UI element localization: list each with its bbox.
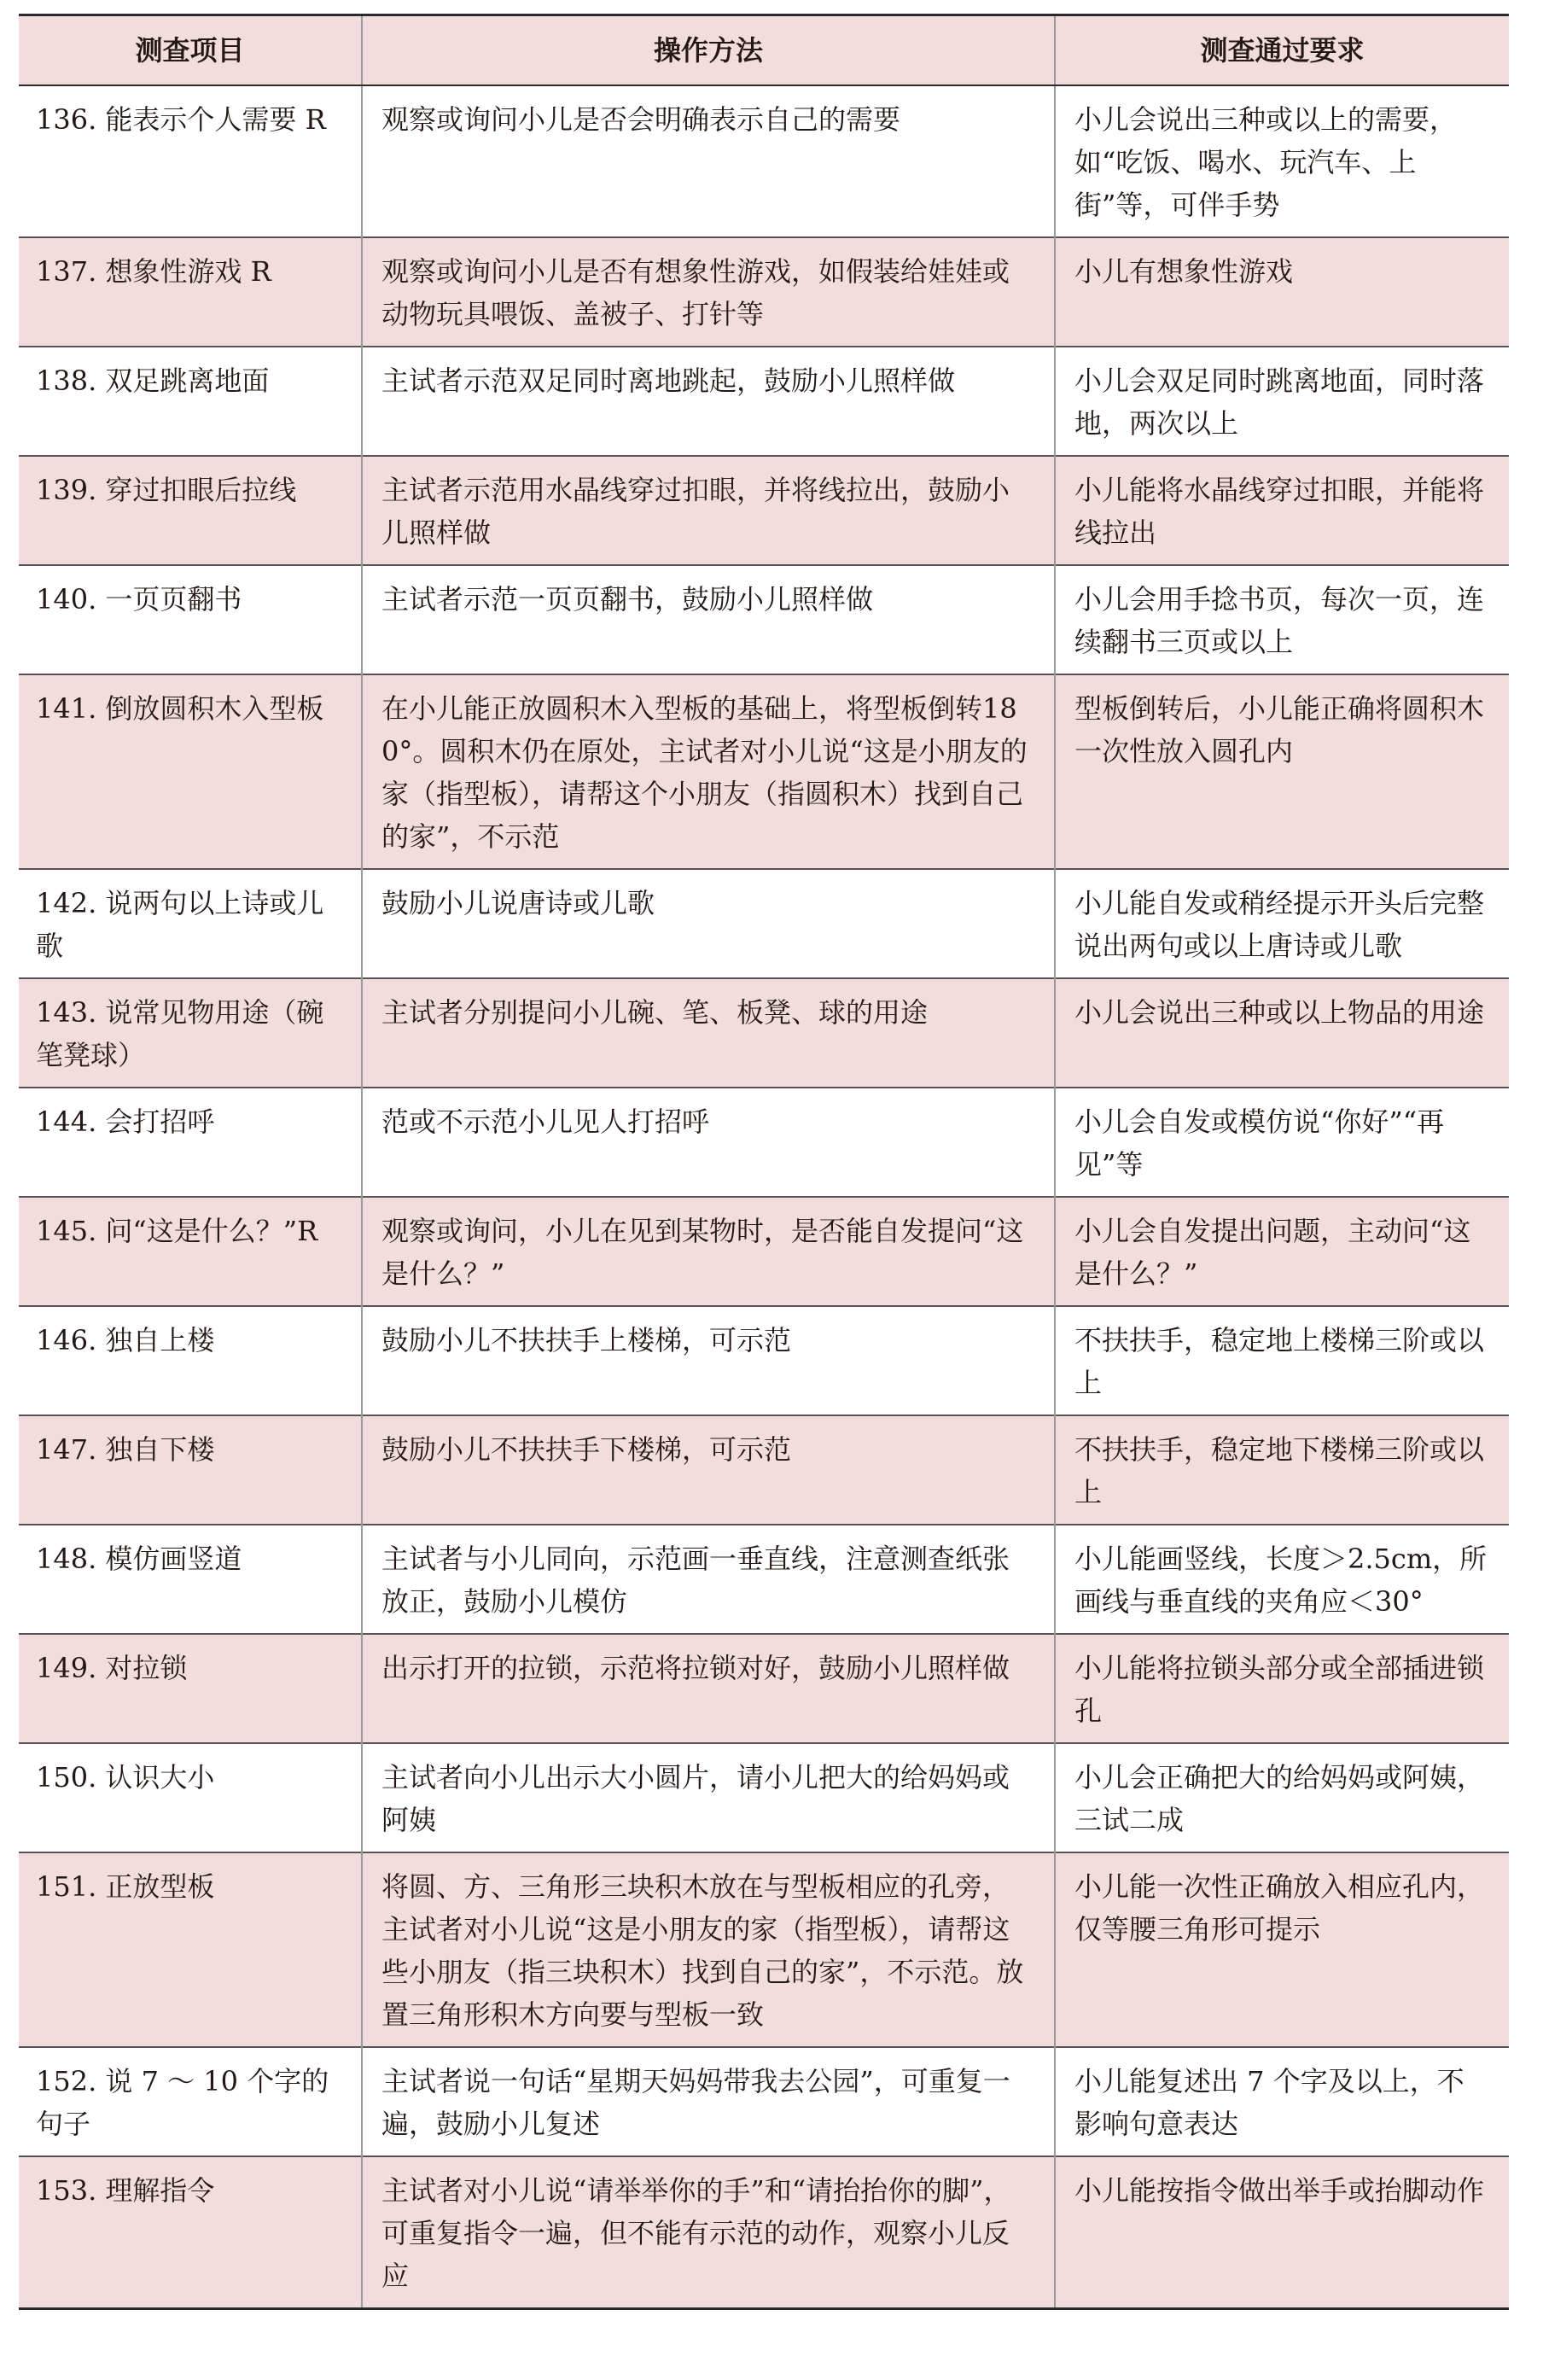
test-item-cell: 141. 倒放圆积木入型板 [19, 674, 362, 869]
assessment-table [19, 14, 1509, 2310]
method-cell: 鼓励小儿不扶扶手下楼梯，可示范 [362, 1415, 1055, 1525]
criteria-cell: 小儿能画竖线，长度＞2.5cm，所画线与垂直线的夹角应＜30° [1055, 1525, 1509, 1634]
header-row [19, 15, 1509, 85]
table-row [19, 1525, 1509, 1634]
table-row [19, 456, 1509, 565]
criteria-cell: 小儿会用手捻书页，每次一页，连续翻书三页或以上 [1055, 565, 1509, 674]
method-cell: 主试者向小儿出示大小圆片，请小儿把大的给妈妈或阿姨 [362, 1743, 1055, 1852]
criteria-cell: 小儿能复述出 7 个字及以上，不影响句意表达 [1055, 2047, 1509, 2156]
criteria-cell: 小儿会双足同时跳离地面，同时落地，两次以上 [1055, 347, 1509, 456]
test-item-cell: 151. 正放型板 [19, 1852, 362, 2047]
table-row [19, 1852, 1509, 2047]
method-cell: 主试者示范双足同时离地跳起，鼓励小儿照样做 [362, 347, 1055, 456]
criteria-cell: 小儿能按指令做出举手或抬脚动作 [1055, 2156, 1509, 2309]
method-cell: 主试者示范用水晶线穿过扣眼，并将线拉出，鼓励小儿照样做 [362, 456, 1055, 565]
table-header [19, 15, 1509, 85]
table-row [19, 85, 1509, 237]
method-cell: 观察或询问，小儿在见到某物时，是否能自发提问“这是什么？” [362, 1197, 1055, 1306]
table-row [19, 1197, 1509, 1306]
criteria-cell: 小儿会自发提出问题，主动问“这是什么？” [1055, 1197, 1509, 1306]
test-item-cell: 142. 说两句以上诗或儿歌 [19, 869, 362, 978]
header-item: 测查项目 [19, 15, 362, 85]
method-cell: 范或不示范小儿见人打招呼 [362, 1088, 1055, 1197]
table-row [19, 1088, 1509, 1197]
table-row [19, 2047, 1509, 2156]
table-row [19, 237, 1509, 347]
method-cell: 主试者分别提问小儿碗、笔、板凳、球的用途 [362, 978, 1055, 1088]
criteria-cell: 小儿会说出三种或以上物品的用途 [1055, 978, 1509, 1088]
method-cell: 主试者说一句话“星期天妈妈带我去公园”，可重复一遍，鼓励小儿复述 [362, 2047, 1055, 2156]
criteria-cell: 小儿会说出三种或以上的需要，如“吃饭、喝水、玩汽车、上街”等，可伴手势 [1055, 85, 1509, 237]
criteria-cell: 小儿会正确把大的给妈妈或阿姨，三试二成 [1055, 1743, 1509, 1852]
table-row [19, 1743, 1509, 1852]
test-item-cell: 149. 对拉锁 [19, 1634, 362, 1743]
method-cell: 将圆、方、三角形三块积木放在与型板相应的孔旁，主试者对小儿说“这是小朋友的家（指型板），请帮这些小朋友（指三块积木）找到自己的家”，不示范。放置三角形积木方向要与型板一致 [362, 1852, 1055, 2047]
table-row [19, 2156, 1509, 2309]
criteria-cell: 小儿能将拉锁头部分或全部插进锁孔 [1055, 1634, 1509, 1743]
method-cell: 主试者对小儿说“请举举你的手”和“请抬抬你的脚”，可重复指令一遍，但不能有示范的动作，观察小儿反应 [362, 2156, 1055, 2309]
test-item-cell: 138. 双足跳离地面 [19, 347, 362, 456]
table-row [19, 869, 1509, 978]
table-row [19, 1306, 1509, 1415]
test-item-cell: 146. 独自上楼 [19, 1306, 362, 1415]
method-cell: 鼓励小儿不扶扶手上楼梯，可示范 [362, 1306, 1055, 1415]
table-row [19, 347, 1509, 456]
table-row [19, 1634, 1509, 1743]
method-cell: 主试者与小儿同向，示范画一垂直线，注意测查纸张放正，鼓励小儿模仿 [362, 1525, 1055, 1634]
header-method: 操作方法 [362, 15, 1055, 85]
criteria-cell: 型板倒转后，小儿能正确将圆积木一次性放入圆孔内 [1055, 674, 1509, 869]
table-row [19, 565, 1509, 674]
test-item-cell: 148. 模仿画竖道 [19, 1525, 362, 1634]
test-item-cell: 145. 问“这是什么？”R [19, 1197, 362, 1306]
test-item-cell: 136. 能表示个人需要 R [19, 85, 362, 237]
method-cell: 在小儿能正放圆积木入型板的基础上，将型板倒转180°。圆积木仍在原处，主试者对小儿说“这是小朋友的家（指型板），请帮这个小朋友（指圆积木）找到自己的家”，不示范 [362, 674, 1055, 869]
table-body [19, 85, 1509, 2309]
header-criteria: 测查通过要求 [1055, 15, 1509, 85]
test-item-cell: 153. 理解指令 [19, 2156, 362, 2309]
criteria-cell: 小儿能自发或稍经提示开头后完整说出两句或以上唐诗或儿歌 [1055, 869, 1509, 978]
table-row [19, 1415, 1509, 1525]
criteria-cell: 不扶扶手，稳定地上楼梯三阶或以上 [1055, 1306, 1509, 1415]
test-item-cell: 150. 认识大小 [19, 1743, 362, 1852]
method-cell: 鼓励小儿说唐诗或儿歌 [362, 869, 1055, 978]
test-item-cell: 140. 一页页翻书 [19, 565, 362, 674]
method-cell: 观察或询问小儿是否有想象性游戏，如假装给娃娃或动物玩具喂饭、盖被子、打针等 [362, 237, 1055, 347]
table-row [19, 674, 1509, 869]
test-item-cell: 143. 说常见物用途（碗笔凳球） [19, 978, 362, 1088]
test-item-cell: 147. 独自下楼 [19, 1415, 362, 1525]
test-item-cell: 139. 穿过扣眼后拉线 [19, 456, 362, 565]
test-item-cell: 152. 说 7 ～ 10 个字的句子 [19, 2047, 362, 2156]
method-cell: 观察或询问小儿是否会明确表示自己的需要 [362, 85, 1055, 237]
criteria-cell: 小儿有想象性游戏 [1055, 237, 1509, 347]
criteria-cell: 小儿能将水晶线穿过扣眼，并能将线拉出 [1055, 456, 1509, 565]
table-row [19, 978, 1509, 1088]
assessment-table-page [19, 14, 1509, 2310]
test-item-cell: 144. 会打招呼 [19, 1088, 362, 1197]
test-item-cell: 137. 想象性游戏 R [19, 237, 362, 347]
criteria-cell: 小儿会自发或模仿说“你好”“再见”等 [1055, 1088, 1509, 1197]
method-cell: 出示打开的拉锁，示范将拉锁对好，鼓励小儿照样做 [362, 1634, 1055, 1743]
criteria-cell: 小儿能一次性正确放入相应孔内，仅等腰三角形可提示 [1055, 1852, 1509, 2047]
criteria-cell: 不扶扶手，稳定地下楼梯三阶或以上 [1055, 1415, 1509, 1525]
method-cell: 主试者示范一页页翻书，鼓励小儿照样做 [362, 565, 1055, 674]
